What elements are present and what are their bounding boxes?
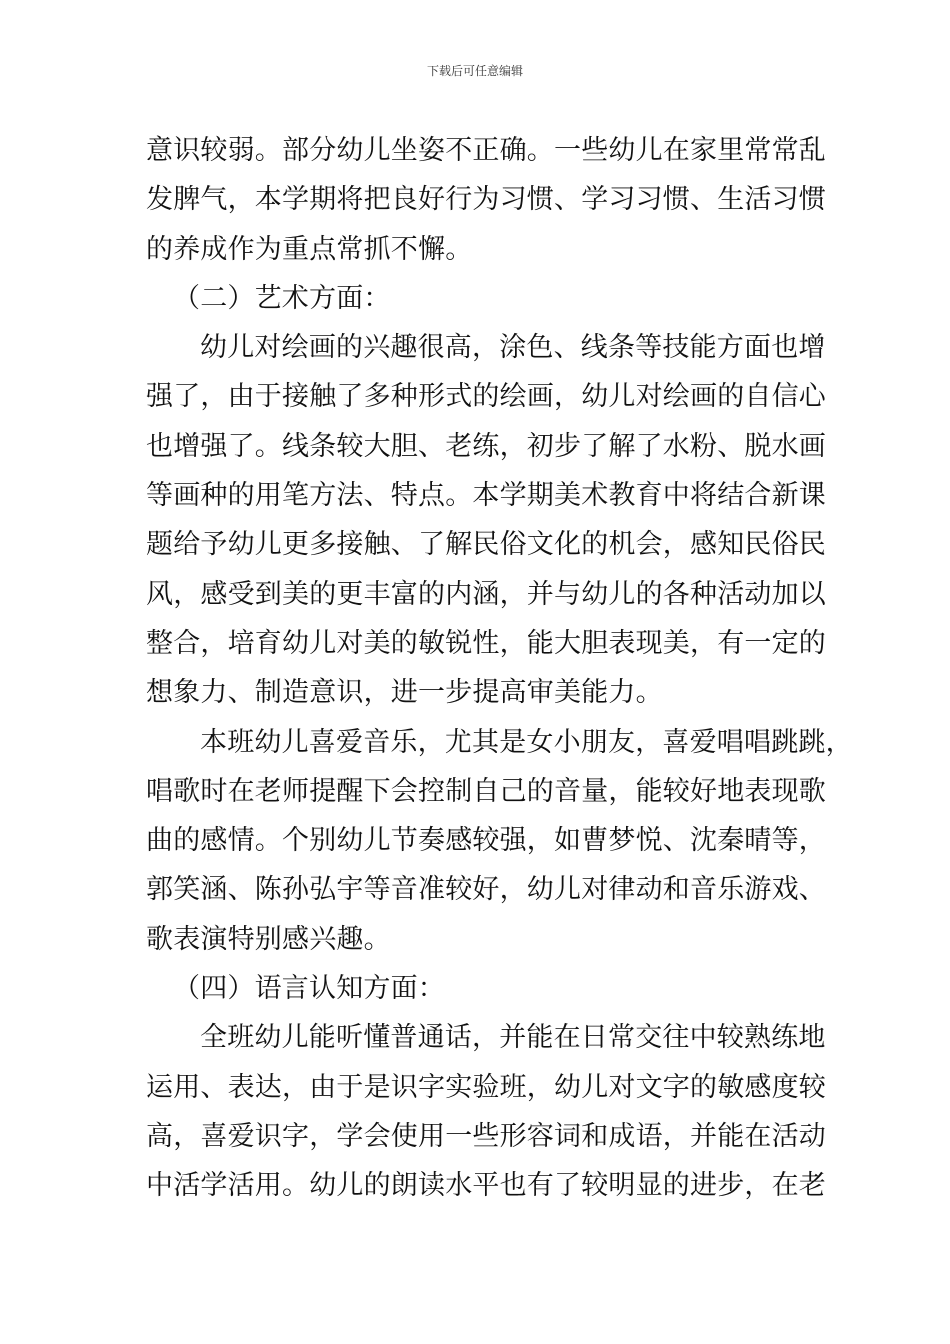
text-line: 强了，由于接触了多种形式的绘画，幼儿对绘画的自信心	[146, 381, 826, 413]
text-line: 唱歌时在老师提醒下会控制自己的音量，能较好地表现歌	[146, 775, 826, 807]
text-line: 歌表演特别感兴趣。	[146, 923, 391, 955]
text-line: 本班幼儿喜爱音乐，尤其是女小朋友，喜爱唱唱跳跳，	[200, 726, 853, 758]
text-line: 也增强了。线条较大胆、老练，初步了解了水粉、脱水画	[146, 430, 826, 462]
text-line: 中活学活用。幼儿的朗读水平也有了较明显的进步，在老	[146, 1170, 826, 1202]
text-line: 运用、表达，由于是识字实验班，幼儿对文字的敏感度较	[146, 1071, 826, 1103]
text-line: 整合，培育幼儿对美的敏锐性，能大胆表现美，有一定的	[146, 627, 826, 659]
text-line: 幼儿对绘画的兴趣很高，涂色、线条等技能方面也增	[200, 332, 826, 364]
section-heading-art: （二）艺术方面：	[173, 282, 391, 314]
text-line: 全班幼儿能听懂普通话，并能在日常交往中较熟练地	[200, 1022, 826, 1054]
text-line: 风，感受到美的更丰富的内涵，并与幼儿的各种活动加以	[146, 578, 826, 610]
page-header: 下载后可任意编辑	[426, 64, 523, 78]
text-line: 曲的感情。个别幼儿节奏感较强，如曹梦悦、沈秦晴等，	[146, 825, 826, 857]
text-line: 等画种的用笔方法、特点。本学期美术教育中将结合新课	[146, 480, 826, 512]
text-line: 意识较弱。部分幼儿坐姿不正确。一些幼儿在家里常常乱	[146, 135, 826, 166]
text-line: 题给予幼儿更多接触、了解民俗文化的机会，感知民俗民	[146, 529, 826, 561]
text-line: 高，喜爱识字，学会使用一些形容词和成语，并能在活动	[146, 1120, 826, 1152]
text-line: 郭笑涵、陈孙弘宇等音准较好，幼儿对律动和音乐游戏、	[146, 874, 826, 906]
document-body	[146, 131, 853, 1216]
text-line: 的养成作为重点常抓不懈。	[146, 233, 473, 265]
text-line: 想象力、制造意识，进一步提高审美能力。	[146, 677, 663, 709]
section-heading-language: （四）语言认知方面：	[173, 973, 445, 1005]
text-line: 发脾气，本学期将把良好行为习惯、学习习惯、生活习惯	[146, 184, 826, 216]
